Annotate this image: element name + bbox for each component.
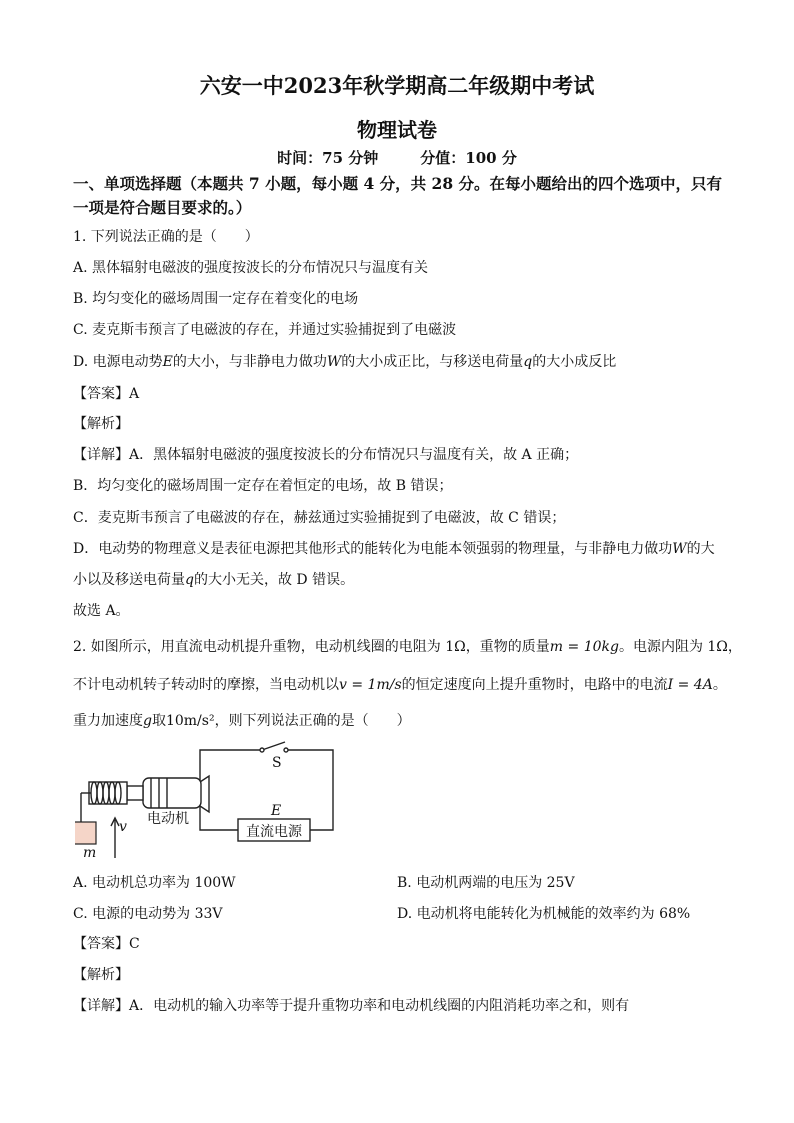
- q2-stem-line3: 重力加速度g取10m/s²，则下列说法正确的是（ ）: [73, 713, 411, 729]
- q1-detail-line4: D．电动势的物理意义是表征电源把其他形式的能转化为电能本领强弱的物理量，与非静电力做功W的大: [73, 541, 715, 557]
- motor-shaft: [127, 786, 143, 800]
- switch-blade: [262, 742, 285, 750]
- q2-option-d: D. 电动机将电能转化为机械能的效率约为 68%: [397, 906, 691, 922]
- q2-option-a: A. 电动机总功率为 100W: [73, 875, 236, 891]
- mass-label: m: [83, 845, 97, 861]
- section-heading-line2: 一项是符合题目要求的。）: [73, 198, 252, 217]
- q1-detail-line6: 故选 A。: [73, 603, 130, 619]
- q1-detail-line2: B．均匀变化的磁场周围一定存在着恒定的电场，故 B 错误；: [73, 478, 453, 494]
- exam-subtitle: 物理试卷: [357, 118, 437, 142]
- q2-analysis-label: 【解析】: [73, 967, 129, 983]
- q1-option-c: C. 麦克斯韦预言了电磁波的存在，并通过实验捕捉到了电磁波: [73, 322, 457, 338]
- motor-label: 电动机: [147, 811, 189, 827]
- mass-block: [75, 822, 96, 844]
- q1-option-b: B. 均匀变化的磁场周围一定存在着变化的电场: [73, 291, 359, 307]
- q1-detail-line5: 小以及移送电荷量q的大小无关，故 D 错误。: [73, 572, 355, 588]
- exam-meta: [0, 147, 794, 168]
- q2-detail-line1: 【详解】A．电动机的输入功率等于提升重物功率和电动机线圈的内阻消耗功率之和，则有: [73, 998, 630, 1014]
- q1-detail-line1: 【详解】A．黑体辐射电磁波的强度按波长的分布情况只与温度有关，故 A 正确；: [73, 447, 579, 463]
- q1-answer: 【答案】A: [73, 386, 140, 402]
- q1-option-a: A. 黑体辐射电磁波的强度按波长的分布情况只与温度有关: [73, 260, 429, 276]
- motor-circuit-diagram: [75, 740, 345, 862]
- switch-label: S: [272, 755, 282, 771]
- dc-source-label: 直流电源: [246, 824, 302, 840]
- q2-option-c: C. 电源的电动势为 33V: [73, 906, 223, 922]
- exam-time: 时间：75 分钟: [277, 149, 379, 167]
- wire-right: [288, 750, 333, 830]
- q1-analysis-label: 【解析】: [73, 416, 129, 432]
- velocity-label: v: [119, 819, 127, 835]
- q1-detail-line3: C．麦克斯韦预言了电磁波的存在，赫兹通过实验捕捉到了电磁波，故 C 错误；: [73, 510, 566, 526]
- q2-stem-line1: 2. 如图所示，用直流电动机提升重物，电动机线圈的电阻为 1Ω，重物的质量m = 10kg。电源内阻为 1Ω，: [73, 639, 742, 655]
- q2-option-b: B. 电动机两端的电压为 25V: [397, 875, 575, 891]
- section-heading-line1: 一、单项选择题（本题共 7 小题，每小题 4 分，共 28 分。在每小题给出的四个选项中，只有: [73, 174, 723, 193]
- q2-stem-line2: 不计电动机转子转动时的摩擦，当电动机以v = 1m/s的恒定速度向上提升重物时，电路中的电流I = 4A。: [73, 677, 727, 693]
- q1-stem: 1. 下列说法正确的是（ ）: [73, 229, 259, 245]
- exam-score: 分值：100 分: [420, 149, 517, 167]
- exam-title: 六安一中2023年秋学期高二年级期中考试: [199, 73, 595, 98]
- q2-answer: 【答案】C: [73, 936, 140, 952]
- emf-label: E: [271, 803, 282, 819]
- q1-option-d: D. 电源电动势E的大小，与非静电力做功W的大小成正比，与移送电荷量q的大小成反比: [73, 354, 617, 370]
